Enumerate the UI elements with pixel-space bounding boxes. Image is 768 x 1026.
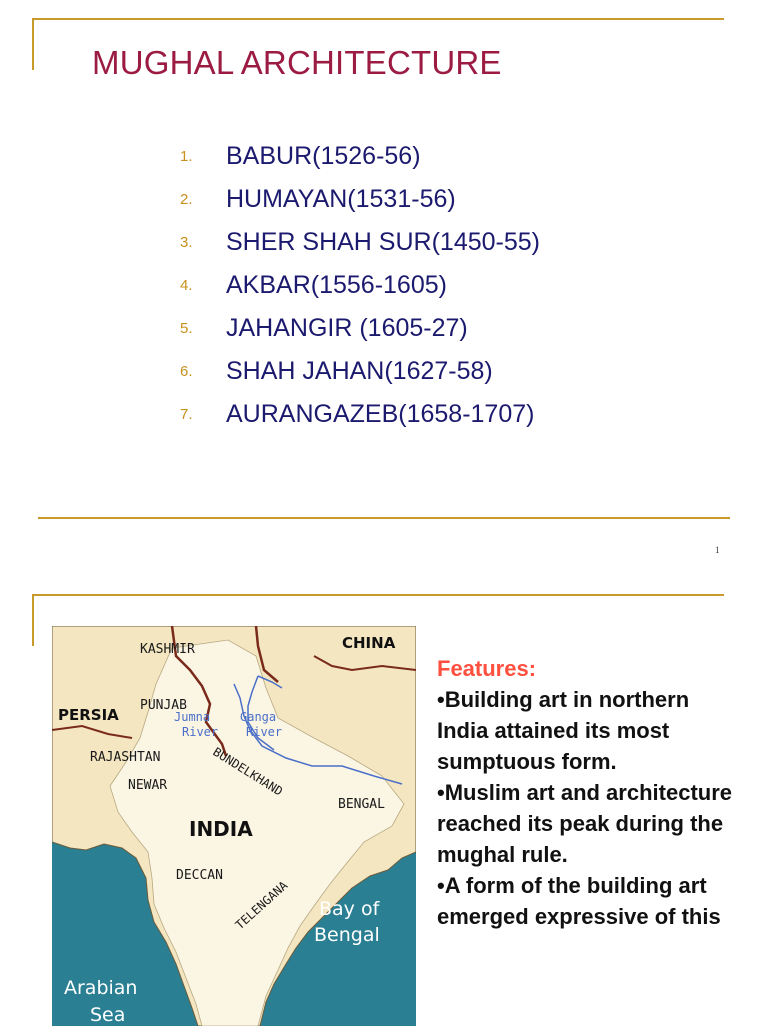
feature-item: •A form of the building art emerged expressive of this	[437, 873, 721, 929]
list-item	[180, 135, 540, 178]
label-ganga: Ganga	[240, 710, 277, 724]
ruler-name: JAHANGIR (1605-27)	[226, 314, 468, 342]
ruler-name: BABUR(1526-56)	[226, 142, 421, 170]
label-newar: NEWAR	[128, 778, 168, 793]
label-bengal-sea: Bengal	[314, 924, 380, 946]
left-rule	[32, 594, 34, 646]
slide-title: MUGHAL ARCHITECTURE	[92, 44, 502, 81]
top-rule	[32, 594, 724, 596]
ruler-name: SHAH JAHAN(1627-58)	[226, 357, 493, 385]
list-item	[180, 350, 540, 393]
label-arabian: Arabian	[64, 977, 138, 999]
label-punjab: PUNJAB	[140, 698, 187, 713]
label-bengal: BENGAL	[338, 797, 385, 812]
top-rule	[32, 18, 724, 20]
ruler-name: SHER SHAH SUR(1450-55)	[226, 228, 540, 256]
feature-item: •Building art in northern India attained its most sumptuous form.	[437, 687, 690, 774]
feature-item: •Muslim art and architecture reached its peak during the mughal rule.	[437, 780, 733, 867]
label-kashmir: KASHMIR	[140, 642, 195, 657]
list-number: 4.	[180, 277, 193, 294]
features-block	[437, 653, 737, 932]
slide-2	[0, 580, 768, 1024]
bottom-rule	[38, 517, 730, 519]
label-india: INDIA	[189, 817, 253, 841]
label-china: CHINA	[342, 634, 396, 652]
ruler-name: AKBAR(1556-1605)	[226, 271, 447, 299]
ruler-list	[180, 135, 540, 436]
list-item	[180, 221, 540, 264]
label-bundelkhand: BUNDELKHAND	[210, 744, 286, 799]
label-jumna-river: River	[182, 725, 219, 739]
left-rule	[32, 18, 34, 70]
india-map	[52, 626, 416, 1026]
label-jumna: Jumna	[174, 710, 211, 724]
list-item	[180, 264, 540, 307]
label-bay-of: Bay of	[319, 898, 380, 920]
list-number: 3.	[180, 234, 193, 251]
label-deccan: DECCAN	[176, 868, 223, 883]
list-item	[180, 178, 540, 221]
list-number: 2.	[180, 191, 193, 208]
label-telengana: TELENGANA	[232, 878, 291, 933]
list-number: 5.	[180, 320, 193, 337]
list-number: 1.	[180, 148, 193, 165]
label-ganga-river: River	[246, 725, 283, 739]
page-number: 1	[715, 545, 720, 555]
list-item	[180, 307, 540, 350]
map-svg	[52, 626, 416, 1026]
list-number: 7.	[180, 406, 193, 423]
label-rajasthan: RAJASHTAN	[90, 750, 161, 765]
label-sea: Sea	[90, 1004, 126, 1026]
list-number: 6.	[180, 363, 193, 380]
ruler-name: AURANGAZEB(1658-1707)	[226, 400, 535, 428]
ruler-name: HUMAYAN(1531-56)	[226, 185, 456, 213]
list-item	[180, 393, 540, 436]
label-persia: PERSIA	[58, 706, 119, 724]
features-heading: Features:	[437, 656, 537, 681]
